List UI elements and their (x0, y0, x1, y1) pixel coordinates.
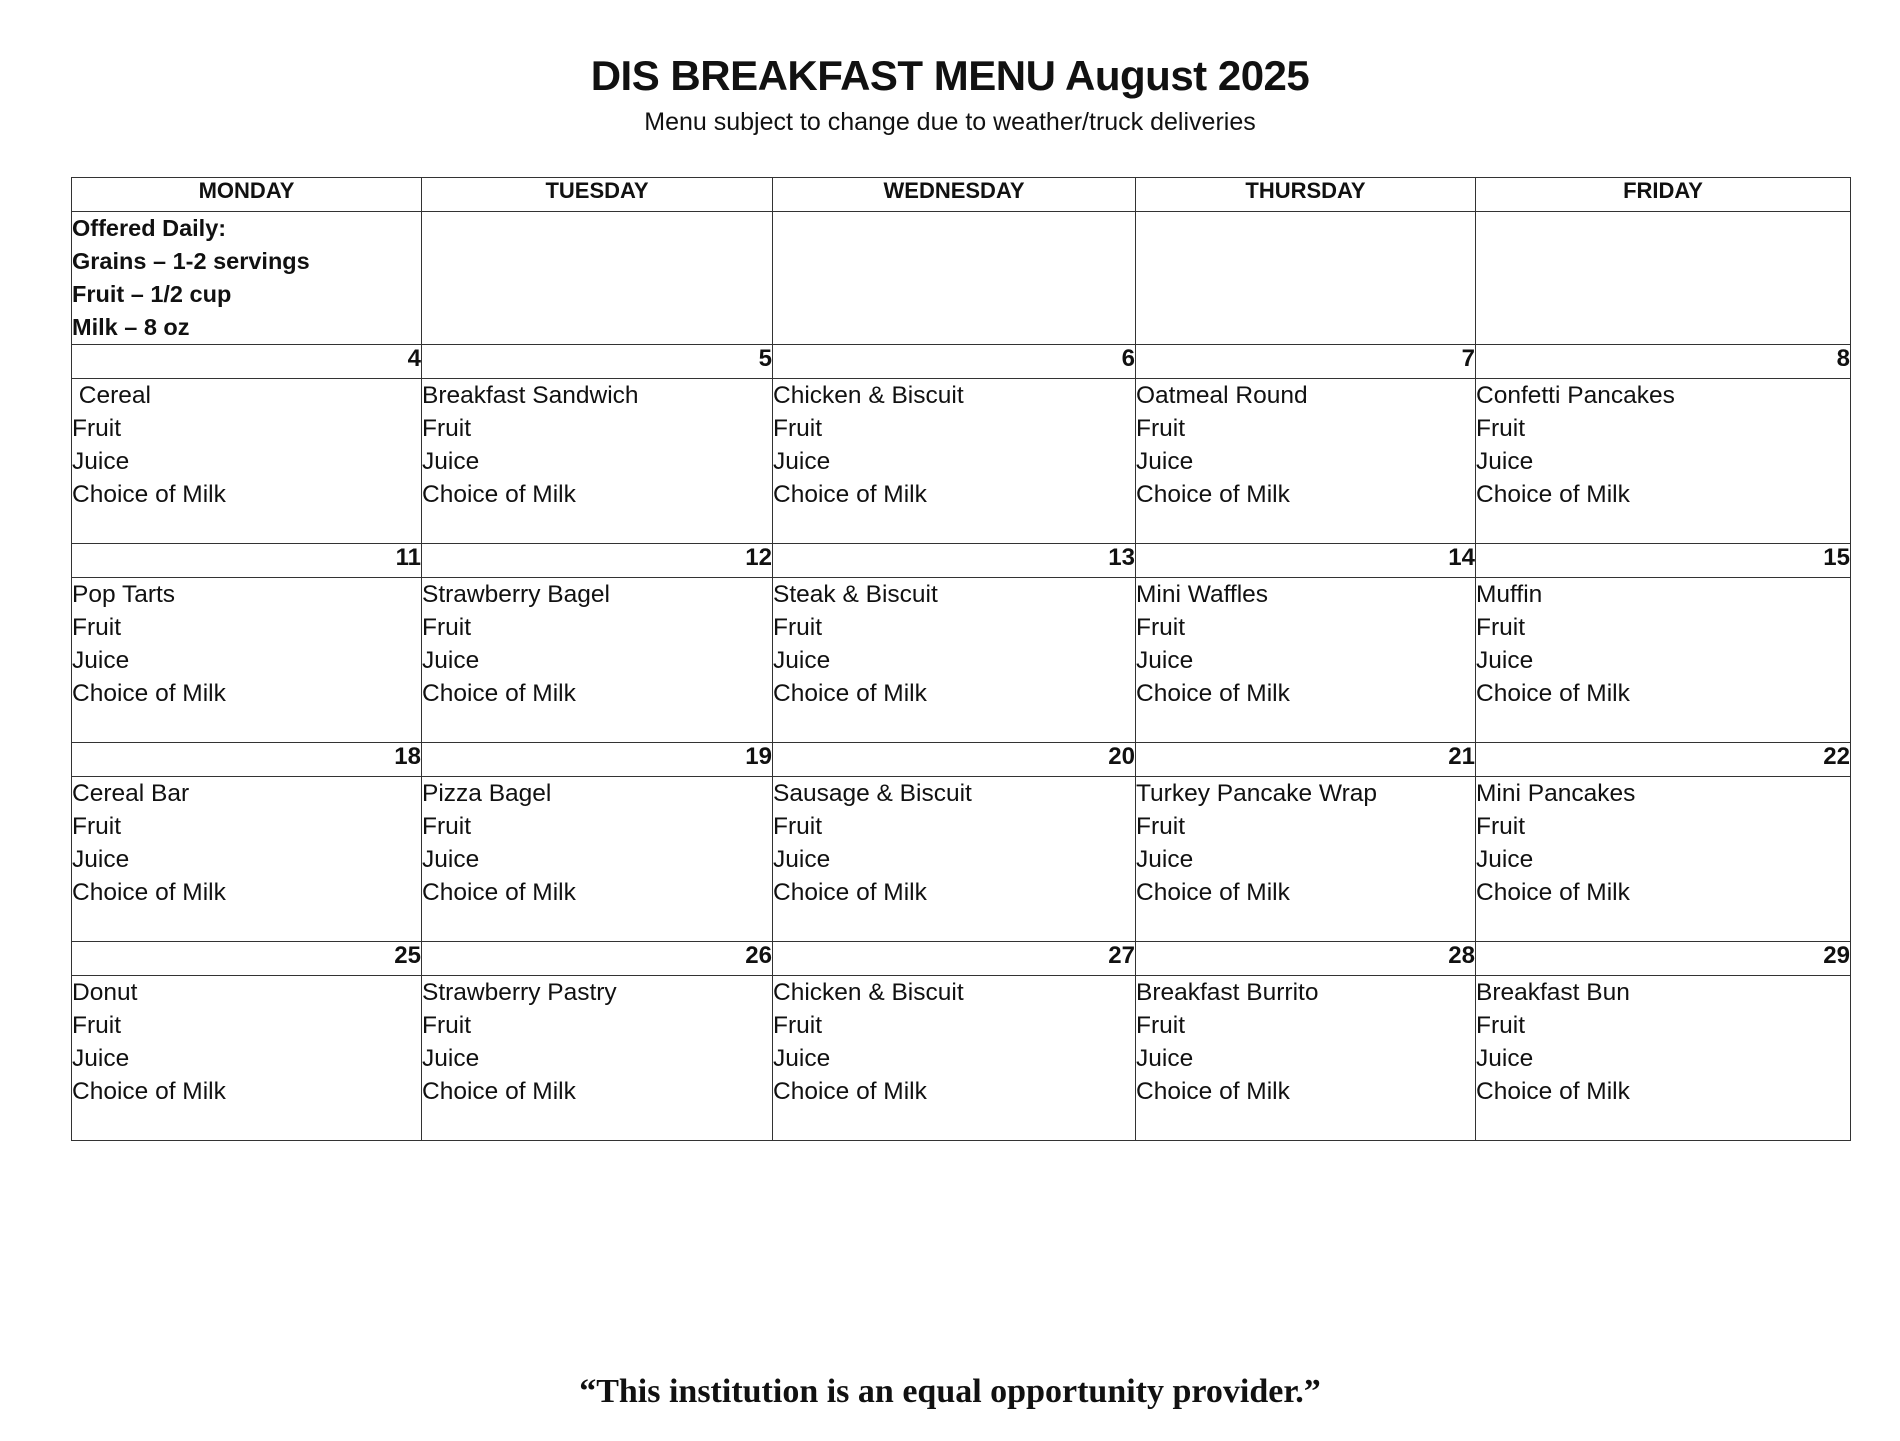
menu-item: Juice (773, 647, 831, 674)
menu-item: Fruit (773, 415, 822, 442)
menu-item: Juice (422, 846, 480, 873)
date-number: 26 (422, 942, 773, 976)
menu-cell (72, 379, 422, 544)
date-number: 8 (1476, 345, 1851, 379)
menu-row (72, 578, 1851, 743)
date-number: 4 (72, 345, 422, 379)
offered-daily-cell (72, 212, 422, 345)
menu-item: Choice of Milk (72, 879, 226, 906)
menu-item: Choice of Milk (72, 481, 226, 508)
page-subtitle: Menu subject to change due to weather/truck deliveries (644, 108, 1256, 136)
menu-item: Fruit (1476, 415, 1525, 442)
menu-item: Juice (1476, 647, 1534, 674)
menu-cell (422, 777, 773, 942)
menu-item: Juice (72, 448, 130, 475)
main-dish: Pop Tarts (72, 581, 176, 608)
main-dish: Breakfast Bun (1476, 979, 1630, 1006)
menu-item: Fruit (1136, 813, 1185, 840)
menu-item: Fruit (422, 813, 471, 840)
date-row (72, 942, 1851, 976)
date-row (72, 345, 1851, 379)
date-row (72, 544, 1851, 578)
menu-cell (72, 578, 422, 743)
menu-item: Juice (1136, 448, 1194, 475)
main-dish: Strawberry Pastry (422, 979, 617, 1006)
date-number: 14 (1136, 544, 1476, 578)
menu-row (72, 379, 1851, 544)
weekday-header-thursday: THURSDAY (1136, 178, 1476, 212)
main-dish: Chicken & Biscuit (773, 382, 964, 409)
menu-item: Fruit (1136, 415, 1185, 442)
equal-opportunity-statement: “This institution is an equal opportunity provider.” (579, 1373, 1321, 1410)
date-number: 15 (1476, 544, 1851, 578)
date-number: 6 (773, 345, 1136, 379)
menu-item: Juice (1476, 1045, 1534, 1072)
menu-item: Choice of Milk (773, 680, 927, 707)
main-dish: Chicken & Biscuit (773, 979, 964, 1006)
menu-item: Juice (1476, 846, 1534, 873)
menu-cell (1476, 976, 1851, 1141)
menu-item: Choice of Milk (1476, 680, 1630, 707)
date-row (72, 743, 1851, 777)
menu-row (72, 777, 1851, 942)
date-number: 19 (422, 743, 773, 777)
menu-item: Choice of Milk (422, 481, 576, 508)
main-dish: Breakfast Sandwich (422, 382, 639, 409)
date-number: 7 (1136, 345, 1476, 379)
menu-item: Choice of Milk (422, 879, 576, 906)
main-dish: Cereal (72, 382, 151, 409)
menu-cell (1476, 578, 1851, 743)
menu-item: Juice (422, 647, 480, 674)
weekday-header-row (72, 178, 1851, 212)
menu-item: Juice (72, 846, 130, 873)
menu-item: Choice of Milk (1476, 1078, 1630, 1105)
offered-daily-grains: Grains – 1-2 servings (72, 248, 310, 274)
main-dish: Donut (72, 979, 138, 1006)
empty-cell (1476, 212, 1851, 345)
main-dish: Sausage & Biscuit (773, 780, 972, 807)
main-dish: Steak & Biscuit (773, 581, 938, 608)
main-dish: Cereal Bar (72, 780, 190, 807)
menu-cell (773, 379, 1136, 544)
menu-cell (773, 777, 1136, 942)
weekday-header-wednesday: WEDNESDAY (773, 178, 1136, 212)
menu-cell (1136, 578, 1476, 743)
offered-daily-heading: Offered Daily: (72, 215, 227, 241)
menu-item: Fruit (422, 614, 471, 641)
empty-cell (422, 212, 773, 345)
date-number: 27 (773, 942, 1136, 976)
menu-item: Choice of Milk (1136, 1078, 1290, 1105)
menu-item: Choice of Milk (72, 680, 226, 707)
main-dish: Mini Pancakes (1476, 780, 1636, 807)
menu-item: Juice (1136, 647, 1194, 674)
date-number: 12 (422, 544, 773, 578)
menu-item: Juice (773, 1045, 831, 1072)
date-number: 29 (1476, 942, 1851, 976)
offered-daily-row (72, 212, 1851, 345)
main-dish: Strawberry Bagel (422, 581, 610, 608)
menu-calendar-table (71, 177, 1851, 1141)
empty-cell (1136, 212, 1476, 345)
menu-item: Fruit (1476, 813, 1525, 840)
menu-item: Fruit (1136, 614, 1185, 641)
menu-cell (422, 379, 773, 544)
date-number: 13 (773, 544, 1136, 578)
date-number: 22 (1476, 743, 1851, 777)
menu-item: Fruit (72, 1012, 121, 1039)
empty-cell (773, 212, 1136, 345)
menu-item: Choice of Milk (1476, 879, 1630, 906)
offered-daily-fruit: Fruit – 1/2 cup (72, 281, 232, 307)
date-number: 5 (422, 345, 773, 379)
offered-daily-milk: Milk – 8 oz (72, 314, 190, 340)
menu-item: Juice (773, 448, 831, 475)
menu-item: Choice of Milk (422, 1078, 576, 1105)
menu-item: Fruit (773, 1012, 822, 1039)
menu-cell (72, 777, 422, 942)
menu-item: Juice (422, 1045, 480, 1072)
menu-item: Fruit (422, 415, 471, 442)
menu-cell (1476, 379, 1851, 544)
menu-cell (72, 976, 422, 1141)
menu-cell (1136, 976, 1476, 1141)
menu-item: Choice of Milk (773, 1078, 927, 1105)
menu-cell (422, 976, 773, 1141)
main-dish: Pizza Bagel (422, 780, 552, 807)
menu-cell (1136, 777, 1476, 942)
menu-item: Juice (72, 647, 130, 674)
main-dish: Turkey Pancake Wrap (1136, 780, 1378, 807)
weekday-header-monday: MONDAY (72, 178, 422, 212)
menu-row (72, 976, 1851, 1141)
menu-item: Juice (422, 448, 480, 475)
menu-item: Fruit (1476, 614, 1525, 641)
menu-cell (773, 578, 1136, 743)
menu-item: Fruit (773, 813, 822, 840)
menu-item: Fruit (72, 614, 121, 641)
menu-item: Fruit (72, 813, 121, 840)
weekday-header-tuesday: TUESDAY (422, 178, 773, 212)
menu-item: Juice (773, 846, 831, 873)
date-number: 18 (72, 743, 422, 777)
date-number: 11 (72, 544, 422, 578)
menu-item: Choice of Milk (1136, 680, 1290, 707)
menu-item: Choice of Milk (422, 680, 576, 707)
date-number: 20 (773, 743, 1136, 777)
main-dish: Muffin (1476, 581, 1543, 608)
date-number: 25 (72, 942, 422, 976)
date-number: 21 (1136, 743, 1476, 777)
menu-item: Choice of Milk (1136, 879, 1290, 906)
main-dish: Confetti Pancakes (1476, 382, 1675, 409)
date-number: 28 (1136, 942, 1476, 976)
menu-item: Choice of Milk (1136, 481, 1290, 508)
menu-item: Juice (72, 1045, 130, 1072)
weekday-header-friday: FRIDAY (1476, 178, 1851, 212)
main-dish: Mini Waffles (1136, 581, 1269, 608)
main-dish: Breakfast Burrito (1136, 979, 1319, 1006)
main-dish: Oatmeal Round (1136, 382, 1308, 409)
menu-item: Choice of Milk (1476, 481, 1630, 508)
menu-item: Fruit (422, 1012, 471, 1039)
menu-item: Fruit (1136, 1012, 1185, 1039)
menu-item: Fruit (72, 415, 121, 442)
menu-item: Choice of Milk (773, 481, 927, 508)
menu-cell (773, 976, 1136, 1141)
menu-item: Juice (1136, 1045, 1194, 1072)
menu-cell (1476, 777, 1851, 942)
menu-cell (422, 578, 773, 743)
menu-cell (1136, 379, 1476, 544)
menu-item: Juice (1136, 846, 1194, 873)
page-title: DIS BREAKFAST MENU August 2025 (590, 52, 1310, 99)
menu-item: Fruit (1476, 1012, 1525, 1039)
menu-item: Choice of Milk (72, 1078, 226, 1105)
menu-item: Choice of Milk (773, 879, 927, 906)
menu-item: Fruit (773, 614, 822, 641)
menu-item: Juice (1476, 448, 1534, 475)
